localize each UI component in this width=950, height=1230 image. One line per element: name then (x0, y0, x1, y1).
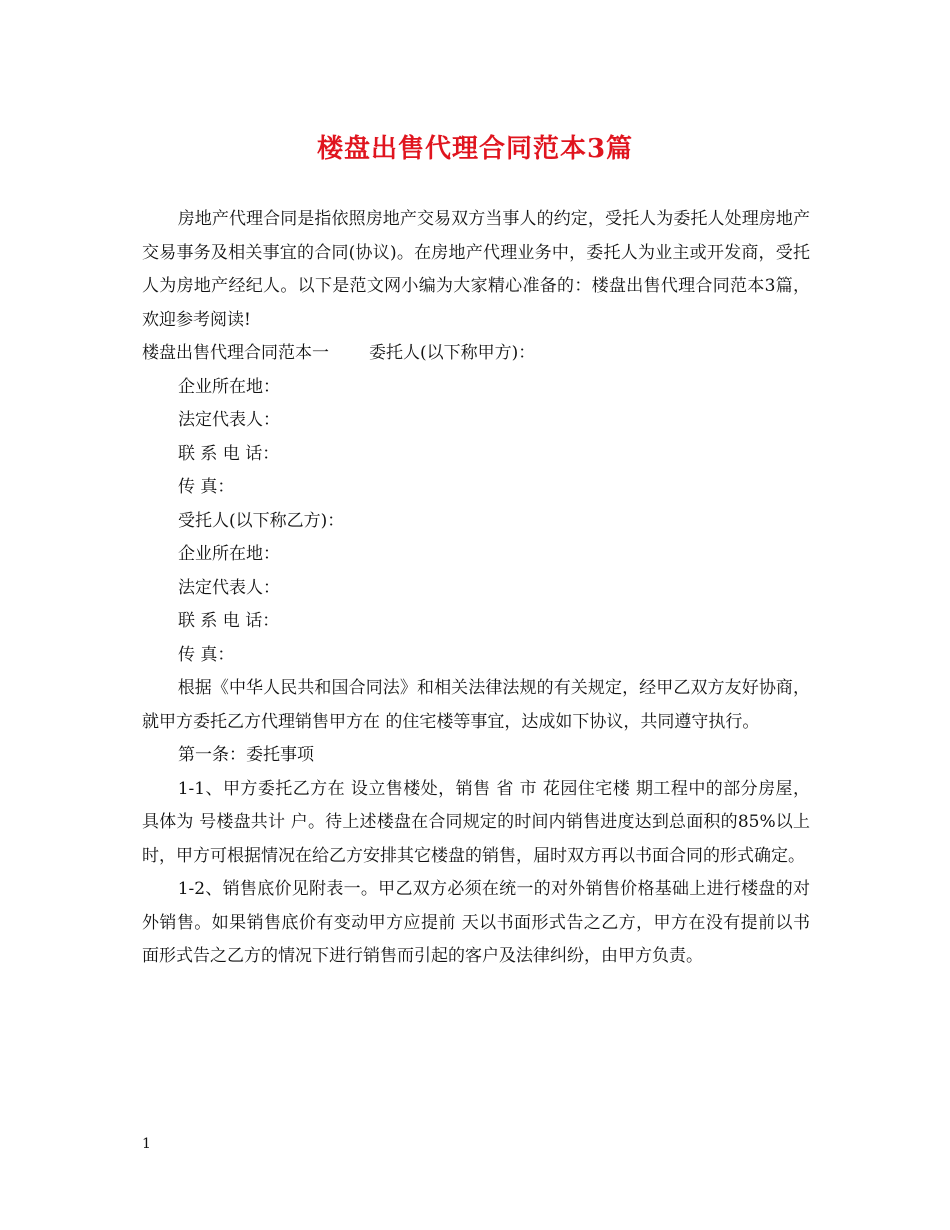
party-a-address: 企业所在地： (178, 376, 280, 397)
principal-label: 委托人(以下称甲方)： (369, 343, 536, 363)
intro-paragraph: 房地产代理合同是指依照房地产交易双方当事人的约定，受托人为委托人处理房地产交易事务及相关事宜的合同(协议)。在房地产代理业务中，委托人为业主或开发商，受托人为房地产经纪人。以下是范文网小编为大家精心准备的：楼盘出售代理合同范本3篇，欢迎参考阅读! (142, 209, 810, 330)
basis-paragraph: 根据《中华人民共和国合同法》和相关法律法规的有关规定，经甲乙双方友好协商，就甲方委托乙方代理销售甲方在 的住宅楼等事宜，达成如下协议，共同遵守执行。 (142, 678, 810, 732)
clause-1-2: 1-2、销售底价见附表一。甲乙双方必须在统一的对外销售价格基础上进行楼盘的对外销售。如果销售底价有变动甲方应提前 天以书面形式告之乙方，甲方在没有提前以书面形式告之乙方的情况下进行销售而引起的客户及法律纠纷，由甲方负责。 (142, 879, 810, 966)
party-a-fax: 传 真： (178, 477, 235, 497)
party-b-legal-rep: 法定代表人： (178, 577, 280, 598)
document-body (142, 203, 810, 974)
party-b-fax: 传 真： (178, 644, 235, 665)
party-b-address: 企业所在地： (178, 544, 280, 564)
agent-label: 受托人(以下称乙方)： (178, 510, 345, 531)
section-heading-line (142, 337, 810, 371)
document-title: 楼盘出售代理合同范本3篇 (316, 134, 634, 164)
article-1-heading: 第一条：委托事项 (178, 745, 314, 765)
party-a-legal-rep: 法定代表人： (178, 410, 280, 430)
party-b-phone: 联 系 电 话： (178, 611, 280, 631)
clause-1-1: 1-1、甲方委托乙方在 设立售楼处，销售 省 市 花园住宅楼 期工程中的部分房屋，具体为 号楼盘共计 户。待上述楼盘在合同规定的时间内销售进度达到总面积的85%以上时，甲方可根据情况在给乙方安排其它楼盘的销售，届时双方再以书面合同的形式确定。 (142, 778, 810, 866)
page-number: 1 (142, 1136, 151, 1152)
party-a-phone: 联 系 电 话： (178, 443, 280, 464)
section-heading: 楼盘出售代理合同范本一 (142, 343, 329, 363)
